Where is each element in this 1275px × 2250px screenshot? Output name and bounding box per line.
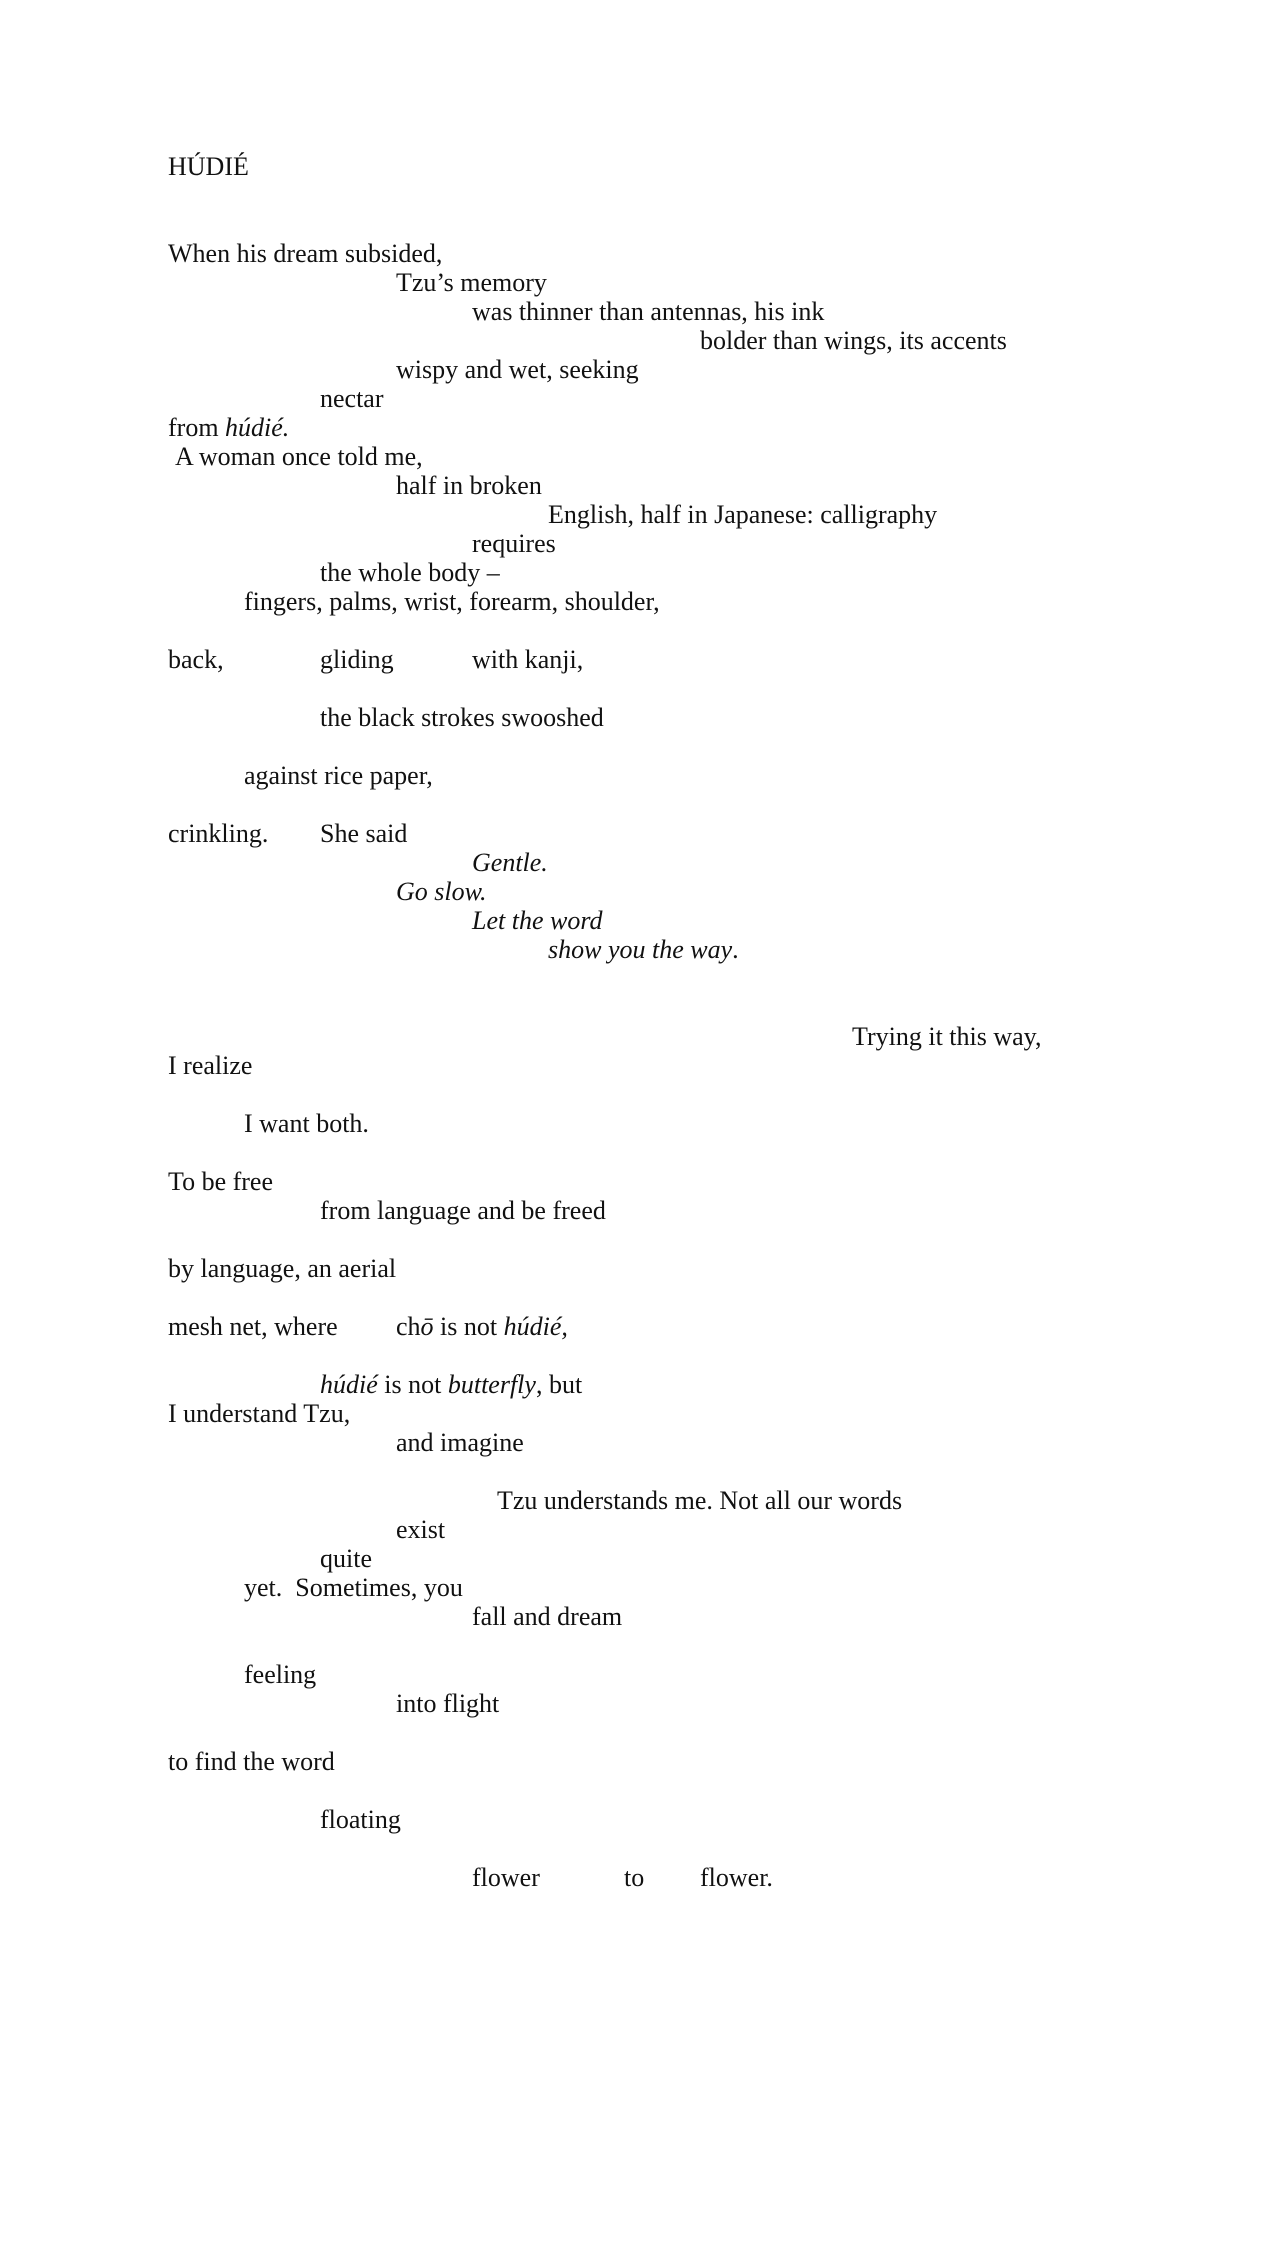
poem-line: into flight (396, 1689, 500, 1718)
poem-text: . (732, 935, 739, 964)
poem-text: from (168, 413, 226, 442)
poem-line: gliding (320, 645, 394, 674)
poem-line: nectar (320, 384, 384, 413)
poem-line: Gentle. (472, 848, 548, 877)
poem-title: HÚDIÉ (168, 152, 249, 181)
poem-line: feeling (244, 1660, 317, 1689)
poem-line: English, half in Japanese: calligraphy (548, 500, 938, 529)
poem-line: bolder than wings, its accents (700, 326, 1007, 355)
poem-italic-text: ō (420, 1312, 434, 1341)
poem-line: fingers, palms, wrist, forearm, shoulder, (244, 587, 660, 616)
poem-line: She said (320, 819, 408, 848)
poem-line: requires (472, 529, 556, 558)
poem-text: , but (535, 1370, 583, 1399)
poem-line: wispy and wet, seeking (396, 355, 639, 384)
poem-line: half in broken (396, 471, 542, 500)
poem-italic-text: butterfly (447, 1370, 536, 1399)
poem-line (168, 413, 289, 442)
poem-line (320, 1370, 582, 1399)
poem-line: crinkling. (168, 819, 269, 848)
poem-line: against rice paper, (244, 761, 433, 790)
poem-line: mesh net, where (168, 1312, 338, 1341)
poem-italic-text: húdié. (225, 413, 290, 442)
poem-line: the black strokes swooshed (320, 703, 604, 732)
poem-line: I realize (168, 1051, 253, 1080)
poem-line: back, (168, 645, 224, 674)
poem-line: When his dream subsided, (168, 239, 443, 268)
poem-line: flower. (700, 1863, 773, 1892)
poem-line: A woman once told me, (175, 442, 423, 471)
poem-line: exist (396, 1515, 446, 1544)
poem-line: Tzu’s memory (396, 268, 547, 297)
poem-line: Let the word (472, 906, 603, 935)
poem-text: is not (433, 1312, 504, 1341)
poem-line: quite (320, 1544, 372, 1573)
poem-line: and imagine (396, 1428, 524, 1457)
poem-line: to find the word (168, 1747, 335, 1776)
poem-line: I understand Tzu, (168, 1399, 351, 1428)
poem-italic-text: húdié, (503, 1312, 568, 1341)
poem-text: is not (377, 1370, 448, 1399)
poem-line: Tzu understands me. Not all our words (497, 1486, 903, 1515)
poem-line: Trying it this way, (852, 1022, 1042, 1051)
poem-text: ch (396, 1312, 421, 1341)
poem-line: with kanji, (472, 645, 584, 674)
poem-line: Go slow. (396, 877, 487, 906)
poem-line: yet. Sometimes, you (244, 1573, 463, 1602)
poem-line: To be free (168, 1167, 274, 1196)
poem-line: I want both. (244, 1109, 369, 1138)
poem-line: was thinner than antennas, his ink (472, 297, 825, 326)
poem-line: fall and dream (472, 1602, 623, 1631)
poem-line: flower (472, 1863, 540, 1892)
poem-line: to (624, 1863, 645, 1892)
poem-line: floating (320, 1805, 401, 1834)
poem-line: the whole body – (320, 558, 500, 587)
poem-italic-text: show you the way (548, 935, 733, 964)
poem-line (548, 935, 739, 964)
poem-line: by language, an aerial (168, 1254, 397, 1283)
poem-line (396, 1312, 568, 1341)
poem-italic-text: húdié (320, 1370, 378, 1399)
poem-line: from language and be freed (320, 1196, 606, 1225)
